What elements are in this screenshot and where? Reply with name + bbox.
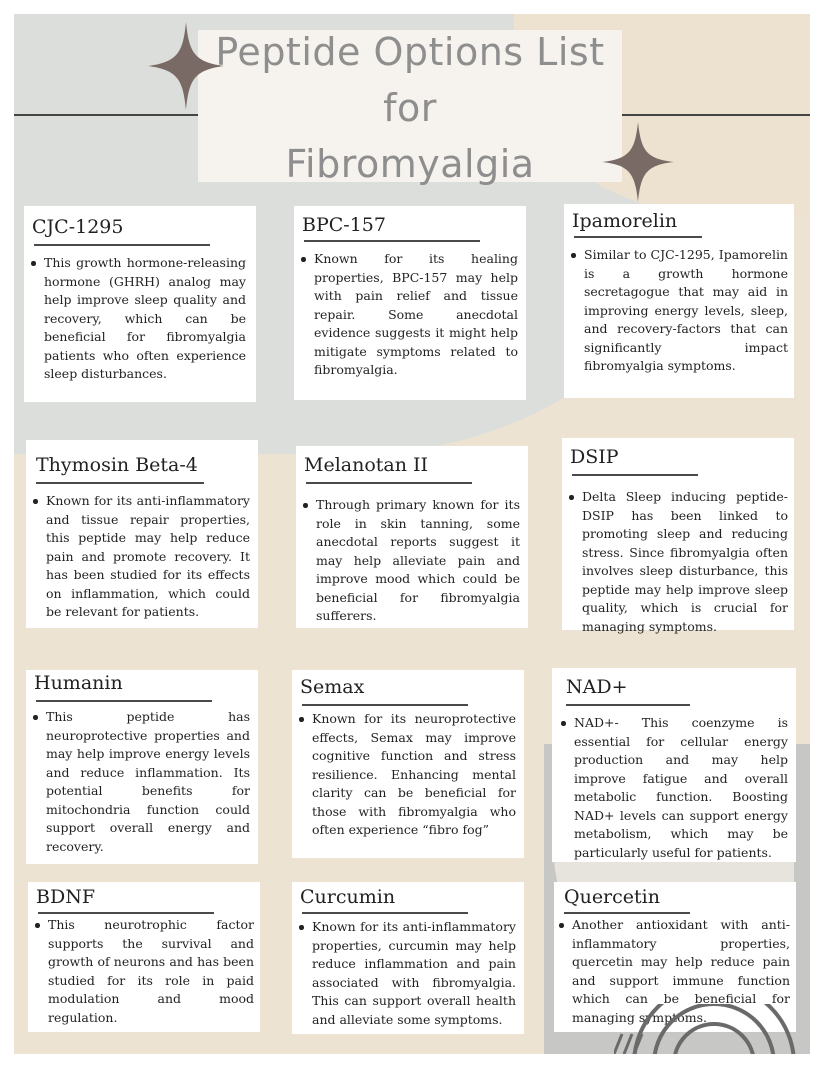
card-text: Delta Sleep inducing peptide- DSIP has been linked to promoting sleep and reducing stress. Since fibromyalgia often involves sleep disturbance, this peptide may help improve sleep quality, which is crucial for managing symptoms. [582,488,788,636]
card-nad-plus [552,668,796,862]
card-melanotan-ii [296,446,528,628]
card-text: Known for its neuroprotective effects, Semax may improve cognitive function and stress resilience. Enhancing mental clarity can be beneficial for those with fibromyalgia who often experience “fibro fog” [312,710,516,840]
card-title: BDNF [36,886,96,908]
decorative-arcs [614,1004,810,1054]
card-curcumin [292,882,524,1034]
title-underline [564,912,690,914]
title-underline [574,236,702,238]
card-title: Semax [300,676,365,698]
card-title: DSIP [570,446,619,468]
card-title: Ipamorelin [572,210,678,232]
title-underline [566,704,690,706]
card-title: BPC-157 [302,214,386,236]
four-point-star-icon [602,122,674,202]
card-title: Thymosin Beta-4 [36,454,198,476]
title-underline [34,244,210,246]
card-dsip [562,438,794,634]
card-title: CJC-1295 [32,216,124,238]
title-underline [36,482,204,484]
page [14,14,810,1054]
card-title: Humanin [34,672,123,694]
four-point-star-icon [148,22,224,110]
card-semax [292,670,524,858]
card-text: Known for its anti-inflammatory and tissue repair properties, this peptide may help reduce pain and promote recovery. It has been studied for its effects on inflammation, which could be relevant for patients. [46,492,250,622]
card-text: Known for its healing properties, BPC-157 may help with pain relief and tissue repair. Some anecdotal evidence suggests it might help mitigate symptoms related to fibromyalgia. [314,250,518,380]
card-thymosin-beta-4 [26,440,258,628]
title-line-3: Fibromyalgia [285,142,535,186]
card-text: Through primary known for its role in skin tanning, some anecdotal reports suggest it may help alleviate pain and improve mood which could be beneficial for fibromyalgia sufferers. [316,496,520,626]
title-underline [306,482,472,484]
card-text: This growth hormone-releasing hormone (GHRH) analog may help improve sleep quality and recovery, which can be beneficial for fibromyalgia patients who often experience sleep disturbances. [44,254,246,384]
card-text: This neurotrophic factor supports the survival and growth of neurons and has been studied for its role in paid modulation and mood regulation. [48,916,254,1027]
card-humanin [26,670,258,864]
title-underline [572,474,698,476]
card-text: NAD+- This coenzyme is essential for cellular energy production and may help improve fatigue and overall metabolic function. Boosting NAD+ levels can support energy metabolism, which may be particularly useful for patients. [574,714,788,862]
card-text: Another antioxidant with anti-inflammatory properties, quercetin may help reduce pain and support immune function which can be beneficial for managing symptoms. [572,916,790,1027]
card-title: Curcumin [300,886,396,908]
title-line-2: for [383,86,437,130]
card-text: This peptide has neuroprotective properties and may help improve energy levels and reduce inflammation. Its potential benefits for mitochondria function could support overall energy and recovery. [46,708,250,856]
title-underline [304,240,480,242]
card-title: Melanotan II [304,454,429,476]
card-title: NAD+ [566,676,628,698]
card-ipamorelin [564,204,794,398]
card-title: Quercetin [564,886,660,908]
title-underline [302,704,468,706]
title-underline [36,700,212,702]
card-cjc-1295 [24,206,256,402]
card-bpc-157 [294,206,526,400]
card-text: Known for its anti-inflammatory properties, curcumin may help reduce inflammation and pain associated with fibromyalgia. This can support overall health and alleviate some symptoms. [312,918,516,1029]
title-underline [302,912,468,914]
card-text: Similar to CJC-1295, Ipamorelin is a growth hormone secretagogue that may aid in improving energy levels, sleep, and recovery-factors that can significantly impact fibromyalgia symptoms. [584,246,788,376]
page-title [198,24,622,192]
title-line-1: Peptide Options List [215,30,605,74]
card-bdnf [28,882,260,1032]
title-underline [38,912,214,914]
